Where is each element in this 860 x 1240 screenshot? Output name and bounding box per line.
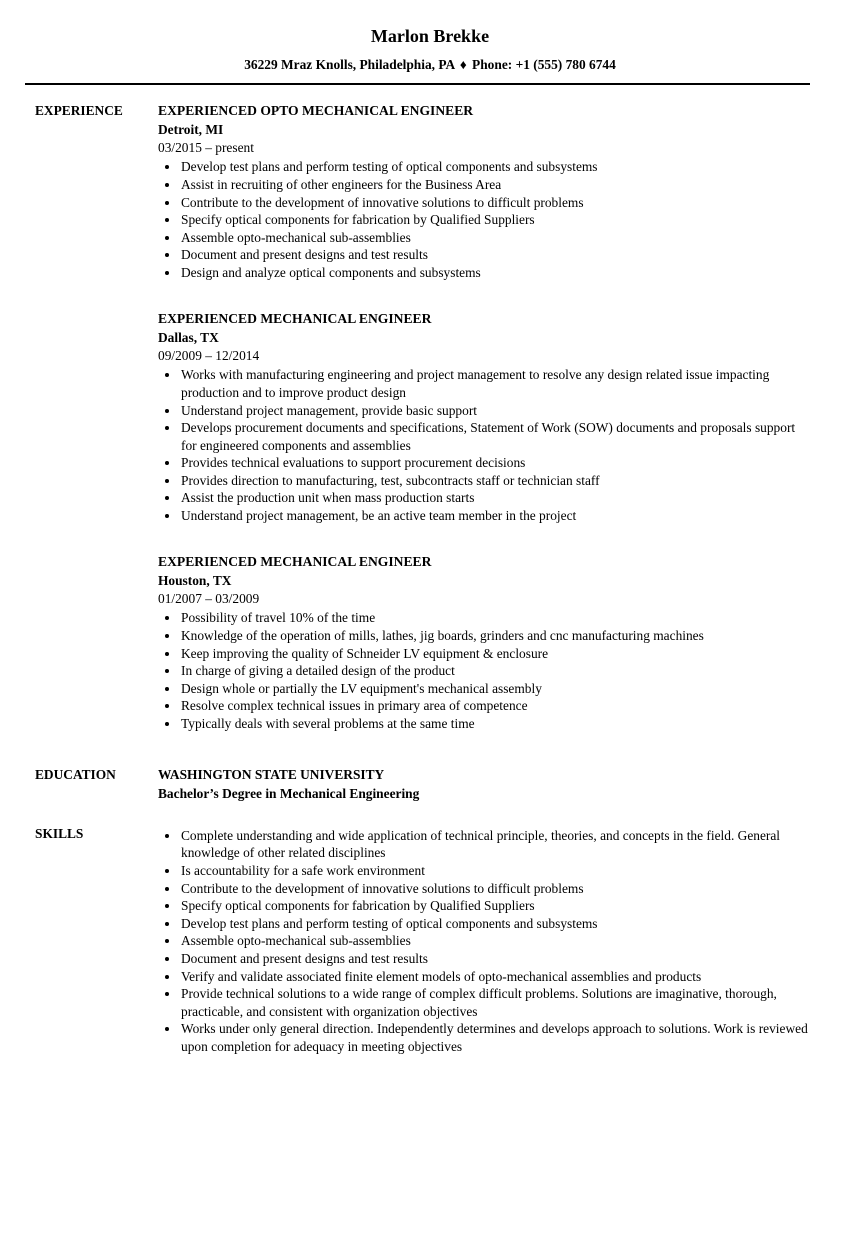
job-bullet: • Specify optical components for fabrication by Qualified Suppliers [180, 211, 810, 229]
section-label-education: EDUCATION [35, 766, 116, 782]
section-label-skills: SKILLS [35, 825, 84, 841]
job-bullet: • Resolve complex technical issues in primary area of competence [180, 697, 810, 715]
job-dates: 09/2009 – 12/2014 [158, 347, 260, 363]
skill-bullet: • Complete understanding and wide application of technical principle, theories, and concepts in the field. General knowledge of other related disciplines [180, 827, 810, 862]
job-bullet: • Assemble opto-mechanical sub-assemblies [180, 229, 810, 247]
skills-section [0, 825, 860, 1056]
job-bullet: • Understand project management, provide basic support [180, 402, 810, 420]
skill-bullet: • Document and present designs and test results [180, 950, 810, 968]
job-dates: 03/2015 – present [158, 139, 254, 155]
job-entry-2 [158, 310, 810, 525]
education-content [158, 766, 810, 803]
experience-section [0, 102, 860, 733]
job-title: EXPERIENCED MECHANICAL ENGINEER [158, 553, 432, 569]
job-bullet: • Provides technical evaluations to support procurement decisions [180, 454, 810, 472]
section-label-experience: EXPERIENCE [35, 102, 123, 118]
job-bullet: • Document and present designs and test results [180, 246, 810, 264]
address-text: 36229 Mraz Knolls, Philadelphia, PA [244, 57, 455, 72]
skill-bullet: • Contribute to the development of innovative solutions to difficult problems [180, 880, 810, 898]
job-bullet: • Design and analyze optical components and subsystems [180, 264, 810, 282]
resume-header [0, 0, 860, 74]
job-bullet: • Keep improving the quality of Schneider LV equipment & enclosure [180, 645, 810, 663]
job-bullet-list [158, 158, 810, 281]
job-dates: 01/2007 – 03/2009 [158, 590, 260, 606]
phone-text: Phone: +1 (555) 780 6744 [472, 57, 616, 72]
education-degree: Bachelor’s Degree in Mechanical Engineering [158, 786, 420, 802]
job-bullet: • Knowledge of the operation of mills, lathes, jig boards, grinders and cnc manufacturing machines [180, 627, 810, 645]
education-section [0, 766, 860, 803]
job-location: Dallas, TX [158, 330, 219, 346]
job-bullet: • Assist the production unit when mass production starts [180, 489, 810, 507]
job-bullet: • Provides direction to manufacturing, test, subcontracts staff or technician staff [180, 472, 810, 490]
job-title: EXPERIENCED MECHANICAL ENGINEER [158, 310, 432, 326]
job-bullet: • Develop test plans and perform testing of optical components and subsystems [180, 158, 810, 176]
contact-line [0, 56, 860, 74]
experience-content [158, 102, 810, 733]
skill-bullet: • Assemble opto-mechanical sub-assemblies [180, 932, 810, 950]
job-bullet: • Understand project management, be an active team member in the project [180, 507, 810, 525]
skill-bullet: • Verify and validate associated finite element models of opto-mechanical assemblies and products [180, 968, 810, 986]
skills-content [158, 825, 810, 1056]
skills-bullet-list [158, 827, 810, 1056]
job-bullet: • Typically deals with several problems at the same time [180, 715, 810, 733]
job-location: Houston, TX [158, 573, 232, 589]
job-bullet: • Works with manufacturing engineering and project management to resolve any design related issue impacting production and to improve product design [180, 366, 810, 401]
diamond-icon: ♦ [459, 57, 467, 72]
skill-bullet: • Works under only general direction. Independently determines and develops approach to solutions. Work is reviewed upon completion for adequacy in meeting objectives [180, 1020, 810, 1055]
job-bullet-list [158, 366, 810, 524]
education-school: WASHINGTON STATE UNIVERSITY [158, 766, 385, 782]
job-bullet-list [158, 609, 810, 732]
skill-bullet: • Provide technical solutions to a wide range of complex difficult problems. Solutions are imaginative, thorough, practicable, and consistent with organization objectives [180, 985, 810, 1020]
header-divider [25, 83, 810, 85]
job-bullet: • In charge of giving a detailed design of the product [180, 662, 810, 680]
job-entry-3 [158, 553, 810, 733]
resume-body [0, 102, 860, 1056]
job-bullet: • Develops procurement documents and specifications, Statement of Work (SOW) documents and proposals support for engineered components and assemblies [180, 419, 810, 454]
job-entry-1 [158, 102, 810, 282]
job-title: EXPERIENCED OPTO MECHANICAL ENGINEER [158, 102, 474, 118]
person-name: Marlon Brekke [370, 26, 490, 46]
job-location: Detroit, MI [158, 122, 224, 138]
job-bullet: • Contribute to the development of innovative solutions to difficult problems [180, 194, 810, 212]
skill-bullet: • Specify optical components for fabrication by Qualified Suppliers [180, 897, 810, 915]
job-bullet: • Design whole or partially the LV equipment's mechanical assembly [180, 680, 810, 698]
job-bullet: • Possibility of travel 10% of the time [180, 609, 810, 627]
skill-bullet: • Is accountability for a safe work environment [180, 862, 810, 880]
job-bullet: • Assist in recruiting of other engineers for the Business Area [180, 176, 810, 194]
skill-bullet: • Develop test plans and perform testing of optical components and subsystems [180, 915, 810, 933]
